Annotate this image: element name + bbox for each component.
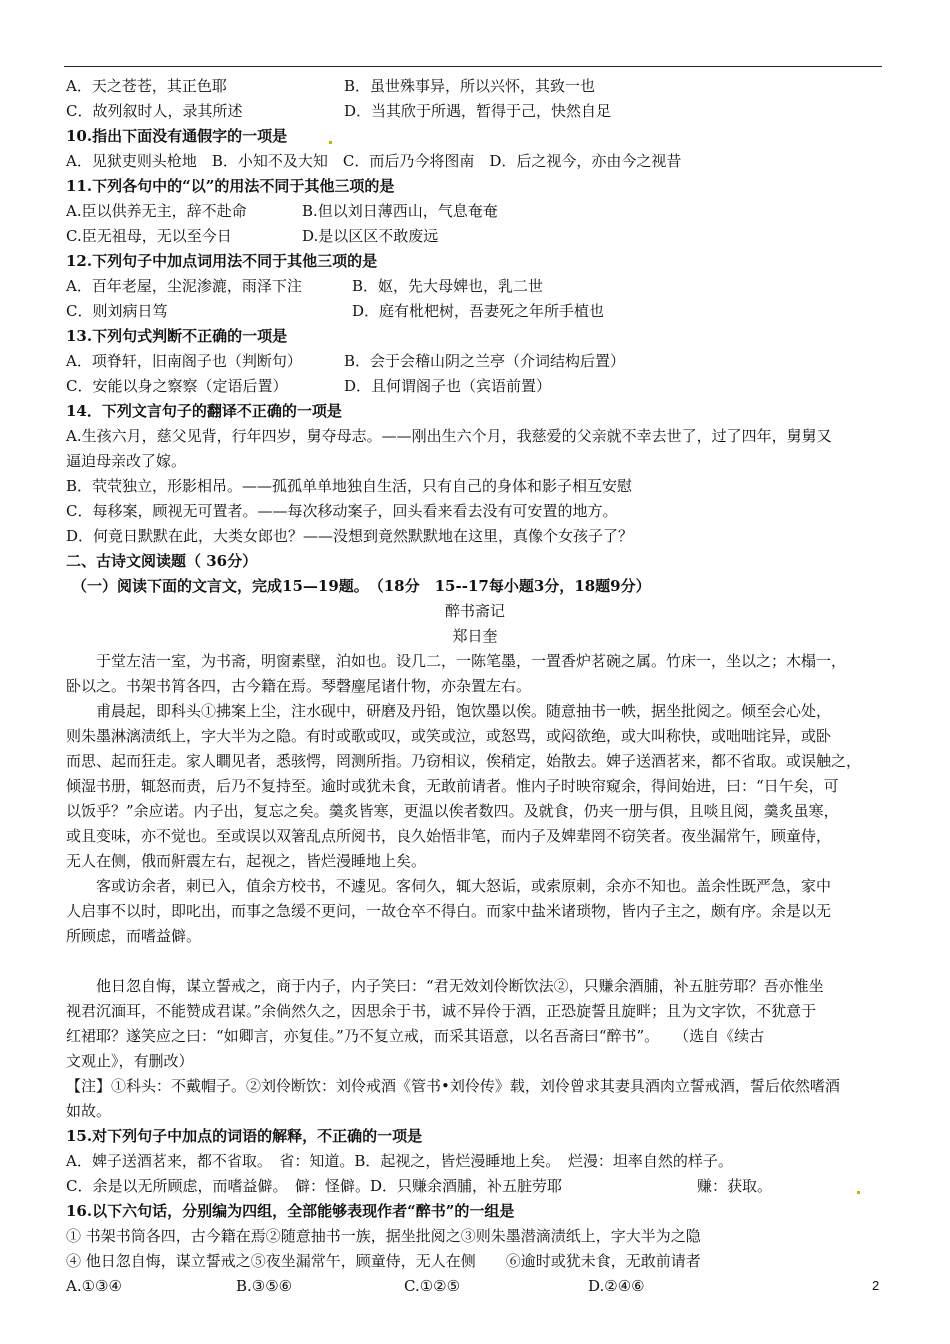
q16-sentences-1: ① 书架书筒各四，古今籍在焉②随意抽书一族，据坐批阅之③则朱墨潜滴渍纸上，字大半为之隐 — [66, 1227, 701, 1245]
passage-line: 甫晨起，即科头①拂案上尘，注水砚中，研磨及丹铅，饱饮墨以俟。随意抽书一帙，据坐批阅之。倾至会心处， — [66, 702, 832, 720]
q16-option-d: D.②④⑥ — [588, 1277, 645, 1295]
passage-line: 人启事不以时，即叱出，而事之急缓不更问，一故仓卒不得白。而家中盐米诸琐物，皆内子主之，颇有序。余是以无 — [66, 902, 832, 920]
q13-option-a: A．项脊轩，旧南阁子也（判断句） — [66, 352, 302, 370]
q12-option-a: A．百年老屋，尘泥渗漉，雨泽下注 — [66, 277, 302, 295]
q11-option-a: A.臣以供养无主，辞不赴命 — [66, 202, 247, 220]
passage-line: 客或访余者，刺已入，值余方校书，不遽见。客伺久，辄大怒诟，或索原刺，余亦不知也。盖余性既严急，家中 — [66, 877, 832, 895]
passage-line: 他日忽自悔，谋立誓戒之，商于内子，内子笑曰：“君无效刘伶断饮法②，只赚余酒脯，补五脏劳耶？吾亦惟坐 — [66, 977, 824, 995]
q9-option-c: C．故列叙时人，录其所述 — [66, 102, 243, 120]
q16-option-c: C.①②⑤ — [404, 1277, 461, 1295]
q14-option-a-cont: 逼迫母亲改了嫁。 — [66, 452, 187, 470]
q13-title: 13.下列句式判断不正确的一项是 — [66, 327, 288, 345]
passage-line: 或且变味，亦不觉也。至或误以双箸乱点所阅书，良久始悟非笔，而内子及婢辈罔不窃笑者。夜坐漏常午，顾童侍， — [66, 827, 832, 845]
q9-option-d: D．当其欣于所遇，暂得于己，快然自足 — [344, 102, 612, 120]
q9-option-b: B．虽世殊事异，所以兴怀，其致一也 — [344, 77, 596, 95]
q11-title: 11.下列各句中的“以”的用法不同于其他三项的是 — [66, 177, 395, 195]
passage-line: 倾湿书册，辄怒而责，后乃不复持至。逾时或犹未食，无敢前请者。惟内子时映帘窥余，得间始进，曰：“日午矣，可 — [66, 777, 839, 795]
passage-line: 于堂左洁一室，为书斋，明窗素壁，泊如也。设几二，一陈笔墨，一置香炉茗碗之属。竹床一，坐以之；木榻一， — [66, 652, 847, 670]
q14-option-c: C．每移案，顾视无可置者。——每次移动案子，回头看来看去没有可安置的地方。 — [66, 502, 618, 520]
q14-title: 14．下列文言句子的翻译不正确的一项是 — [66, 402, 342, 420]
q12-option-d: D．庭有枇杷树，吾妻死之年所手植也 — [352, 302, 605, 320]
yellow-dot-mark — [329, 141, 332, 144]
q13-option-c: C．安能以身之察察（定语后置） — [66, 377, 288, 395]
passage-title: 醉书斋记 — [444, 602, 505, 620]
q13-option-d: D．且何谓阁子也（宾语前置） — [344, 377, 552, 395]
passage-line: 无人在侧，俄而鼾震左右，起视之，皆烂漫睡地上矣。 — [66, 852, 427, 870]
q12-option-c: C．则刘病日笃 — [66, 302, 168, 320]
q10-options: A．见狱吏则头枪地 B．小知不及大知 C．而后乃今将图南 D．后之视今，亦由今之视昔 — [66, 152, 682, 170]
q16-option-a: A.①③④ — [66, 1277, 122, 1295]
q12-title: 12.下列句子中加点词用法不同于其他三项的是 — [66, 252, 378, 270]
q16-sentences-2: ④ 他日忽自悔，谋立誓戒之⑤夜坐漏常午，顾童侍，无人在侧 ⑥逾时或犹未食，无敢前请者 — [66, 1252, 701, 1270]
q16-option-b: B.③⑤⑥ — [236, 1277, 293, 1295]
passage-line: 以饭乎？”余应诺。内子出，复忘之矣。羹炙皆寒，更温以俟者数四。及就食，仍夹一册与俱，且啖且阅，羹炙虽寒， — [66, 802, 839, 820]
yellow-dot-mark — [857, 1191, 860, 1194]
q14-option-a: A.生孩六月，慈父见背，行年四岁，舅夺母志。——刚出生六个月，我慈爱的父亲就不幸去世了，过了四年，舅舅又 — [66, 427, 832, 445]
q15-options-cd: C．余是以无所顾虑，而嗜益僻。 僻：怪僻。D．只赚余酒脯，补五脏劳耶 赚：获取。 — [66, 1177, 773, 1195]
section2-subtitle: （一）阅读下面的文言文，完成15—19题。 （18分 15--17每小题3分，18题9分） — [72, 577, 651, 595]
q11-option-b: B.但以刘日薄西山，气息奄奄 — [302, 202, 498, 220]
q15-options-ab: A．婢子送酒茗来，都不省取。 省：知道。B．起视之，皆烂漫睡地上矣。 烂漫：坦率自然的样子。 — [66, 1152, 733, 1170]
passage-line: 而思、起而狂走。家人瞷见者，悉骇愕，罔测所指。乃窃相议，俟稍定，始散去。婢子送酒茗来，都不省取。或误触之， — [66, 752, 862, 770]
q11-option-d: D.是以区区不敢废远 — [302, 227, 439, 245]
q11-option-c: C.臣无祖母，无以至今日 — [66, 227, 232, 245]
q15-title: 15.对下列句子中加点的词语的解释，不正确的一项是 — [66, 1127, 423, 1145]
q14-option-d: D．何竟日默默在此，大类女郎也？——没想到竟然默默地在这里，真像个女孩子了？ — [66, 527, 634, 545]
section2-title: 二、古诗文阅读题（ 36分） — [66, 552, 258, 570]
passage-note: 【注】①科头：不戴帽子。②刘伶断饮：刘伶戒酒《管书•刘伶传》载，刘伶曾求其妻具酒肉立誓戒酒，誓后依然嗜酒 — [66, 1077, 840, 1095]
passage-line: 则朱墨淋漓渍纸上，字大半为之隐。有时或歌或叹，或笑或泣，或怒骂，或闷欲绝，或大叫称快，或咄咄诧异，或卧 — [66, 727, 832, 745]
page-number: 2 — [872, 1278, 880, 1293]
passage-line: 文观止》，有删改） — [66, 1052, 194, 1070]
q14-option-b: B．茕茕独立，形影相吊。——孤孤单单地独自生活，只有自己的身体和影子相互安慰 — [66, 477, 633, 495]
passage-line: 卧以之。书架书筲各四，古今籍在焉。琴磬麈尾诸什物，亦杂置左右。 — [66, 677, 532, 695]
q13-option-b: B．会于会稽山阴之兰亭（介词结构后置） — [344, 352, 626, 370]
q12-option-b: B．妪，先大母婢也，乳二世 — [352, 277, 544, 295]
passage-line: 视君沉湎耳，不能赞成君谋。”余倘然久之，因思余于书，诚不异伶于酒，正恐旋誓且旋畔；且为文字饮，不犹意于 — [66, 1002, 817, 1020]
header-rule — [64, 66, 882, 67]
passage-line: 红裙耶？遂笑应之曰：“如卿言，亦复佳。”乃不复立戒，而采其语意，以名吾斋曰“醉书”。 （选自《续古 — [66, 1027, 765, 1045]
q10-title: 10.指出下面没有通假字的一项是 — [66, 127, 288, 145]
passage-author: 郑日奎 — [452, 627, 498, 645]
q9-option-a: A．天之苍苍，其正色耶 — [66, 77, 227, 95]
q16-title: 16.以下六句话，分别编为四组，全部能够表现作者“醉书”的一组是 — [66, 1202, 515, 1220]
passage-note-cont: 如故。 — [66, 1102, 112, 1120]
passage-line: 所顾虑，而嗜益僻。 — [66, 927, 202, 945]
